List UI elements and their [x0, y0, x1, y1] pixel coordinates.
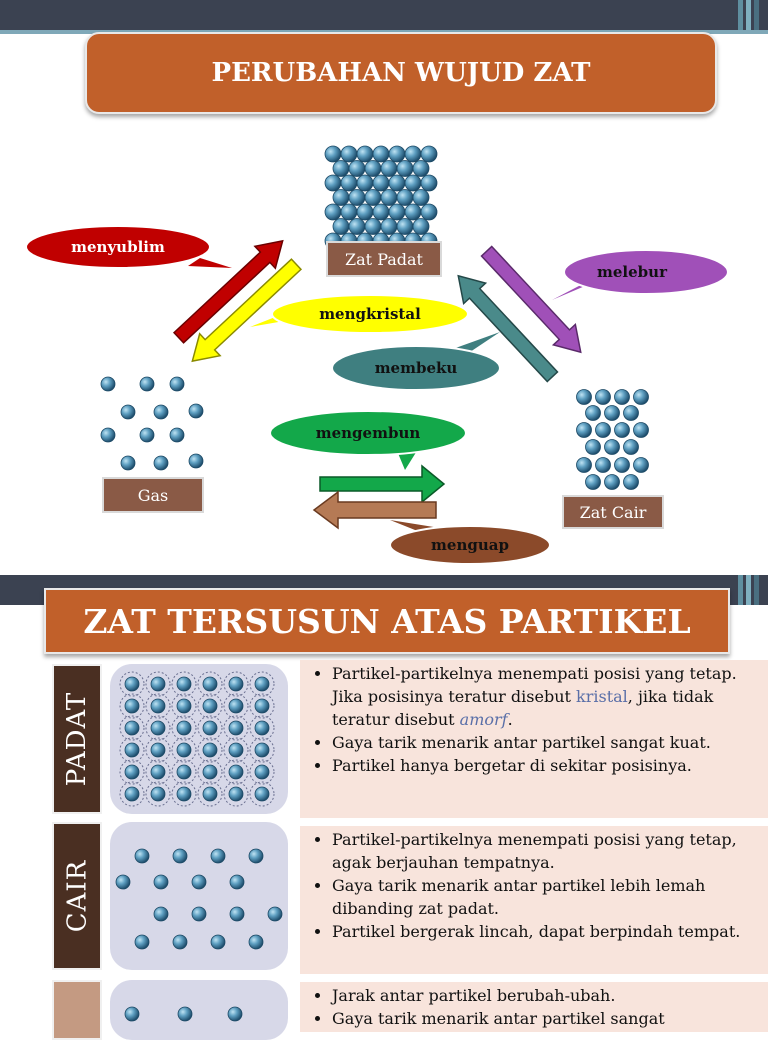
particle	[125, 765, 139, 779]
bullet-cair-3: • Partikel bergerak lincah, dapat berpindah tempat.	[332, 920, 758, 943]
particle	[151, 721, 165, 735]
particle	[605, 406, 620, 421]
particle	[365, 161, 381, 177]
solid-particle-grid	[110, 664, 288, 814]
row-desc-gas	[300, 982, 768, 1032]
particle	[230, 875, 244, 889]
particle	[413, 219, 429, 235]
slide2-title: ZAT TERSUSUN ATAS PARTIKEL	[44, 588, 730, 654]
page-title: PERUBAHAN WUJUD ZAT	[85, 32, 717, 114]
particle	[577, 458, 592, 473]
particle	[634, 390, 649, 405]
particle	[203, 677, 217, 691]
particle	[255, 743, 269, 757]
particle	[230, 907, 244, 921]
particle	[605, 475, 620, 490]
particle	[341, 146, 357, 162]
particle	[577, 423, 592, 438]
particle	[586, 406, 601, 421]
particle	[125, 677, 139, 691]
bullet-cair-2: • Gaya tarik menarik antar partikel lebih lemah dibanding zat padat.	[332, 874, 758, 920]
particle	[373, 175, 389, 191]
particle	[333, 219, 349, 235]
gas-particles	[101, 377, 203, 470]
gas-particle-grid	[110, 980, 288, 1040]
bullet-text: Partikel-partikelnya menempati posisi yang tetap. Jika posisinya teratur disebut	[332, 664, 737, 706]
state-label-liquid: Zat Cair	[562, 495, 664, 529]
process-label-menguap: menguap	[431, 536, 509, 554]
arrow-menguap	[314, 492, 436, 528]
particle	[596, 390, 611, 405]
arrow-melebur	[476, 241, 592, 362]
particle	[140, 377, 154, 391]
particle	[178, 1007, 192, 1021]
particle	[634, 458, 649, 473]
particle	[177, 787, 191, 801]
particle	[177, 743, 191, 757]
process-label-mengkristal: mengkristal	[319, 305, 421, 323]
row-desc-padat	[300, 660, 768, 818]
particle	[125, 743, 139, 757]
particle	[624, 406, 639, 421]
particle	[634, 423, 649, 438]
particle	[229, 743, 243, 757]
particle	[624, 475, 639, 490]
particle	[228, 1007, 242, 1021]
bullet-gas-2: • Gaya tarik menarik antar partikel sangat	[332, 1007, 758, 1030]
particle	[373, 146, 389, 162]
row-label-gas	[52, 980, 102, 1040]
particle	[357, 146, 373, 162]
particle	[325, 146, 341, 162]
particle	[177, 677, 191, 691]
particle	[140, 428, 154, 442]
particle	[173, 935, 187, 949]
particle	[249, 935, 263, 949]
particle	[151, 699, 165, 713]
process-label-mengembun: mengembun	[315, 424, 421, 442]
particle	[203, 787, 217, 801]
liquid-particle-grid	[110, 822, 288, 970]
particle	[125, 1007, 139, 1021]
particle	[333, 161, 349, 177]
particle	[421, 175, 437, 191]
particle	[170, 428, 184, 442]
gas-particle-box	[110, 980, 288, 1040]
particle	[381, 161, 397, 177]
particle	[357, 175, 373, 191]
particle	[189, 404, 203, 418]
particle	[421, 204, 437, 220]
row-label-padat	[52, 664, 102, 814]
particle	[189, 454, 203, 468]
state-label-gas: Gas	[102, 477, 204, 513]
term-amorf: amorf	[459, 710, 508, 729]
bullet-cair-1: • Partikel-partikelnya menempati posisi yang tetap, agak berjauhan tempatnya.	[332, 828, 758, 874]
particle	[154, 405, 168, 419]
particle	[349, 190, 365, 206]
particle	[615, 458, 630, 473]
particle	[229, 677, 243, 691]
particle	[154, 875, 168, 889]
particle	[397, 161, 413, 177]
particle	[255, 765, 269, 779]
particle	[397, 219, 413, 235]
row-label-cair	[52, 822, 102, 970]
particle	[151, 765, 165, 779]
particle	[349, 161, 365, 177]
state-label-solid: Zat Padat	[326, 241, 442, 277]
particle	[203, 721, 217, 735]
particle	[596, 423, 611, 438]
particle	[151, 743, 165, 757]
particle	[381, 190, 397, 206]
particle	[173, 849, 187, 863]
particle	[325, 204, 341, 220]
particle	[177, 721, 191, 735]
particle	[605, 440, 620, 455]
row-label-text: CAIR	[62, 859, 92, 933]
particle	[405, 175, 421, 191]
particle	[154, 456, 168, 470]
row-desc-cair	[300, 826, 768, 974]
particle	[177, 699, 191, 713]
particle	[341, 204, 357, 220]
particle	[268, 907, 282, 921]
particle	[333, 190, 349, 206]
particle	[357, 204, 373, 220]
particle	[249, 849, 263, 863]
particle	[211, 935, 225, 949]
particle	[151, 677, 165, 691]
particle	[389, 204, 405, 220]
particle	[624, 440, 639, 455]
process-label-menyublim: menyublim	[71, 238, 165, 256]
particle	[255, 787, 269, 801]
particle	[192, 875, 206, 889]
liquid-particle-box	[110, 822, 288, 970]
particle	[229, 721, 243, 735]
particle	[413, 190, 429, 206]
process-label-melebur: melebur	[597, 263, 667, 281]
bullet-padat-1	[332, 662, 758, 731]
particle	[405, 204, 421, 220]
particle	[135, 849, 149, 863]
particle	[121, 405, 135, 419]
particle	[203, 743, 217, 757]
process-label-membeku: membeku	[374, 359, 458, 377]
particle	[255, 699, 269, 713]
particle	[125, 787, 139, 801]
bullet-text: .	[507, 710, 513, 729]
particle	[177, 765, 191, 779]
particle	[596, 458, 611, 473]
bullet-padat-2: • Gaya tarik menarik antar partikel sangat kuat.	[332, 731, 758, 754]
particle	[373, 204, 389, 220]
solid-particles	[325, 146, 437, 249]
particle	[341, 175, 357, 191]
particle	[405, 146, 421, 162]
particle	[154, 907, 168, 921]
liquid-particles	[577, 390, 649, 490]
particle	[125, 699, 139, 713]
particle	[586, 440, 601, 455]
particle	[116, 875, 130, 889]
bullet-text: , jika tidak teratur disebut	[332, 687, 714, 729]
bullet-padat-3: • Partikel hanya bergetar di sekitar posisinya.	[332, 754, 758, 777]
particle	[397, 190, 413, 206]
particle	[421, 146, 437, 162]
particle	[229, 787, 243, 801]
particle	[615, 423, 630, 438]
row-label-text: PADAT	[62, 691, 92, 787]
particle	[203, 699, 217, 713]
particle	[365, 219, 381, 235]
particle	[101, 428, 115, 442]
particle	[135, 935, 149, 949]
particle	[365, 190, 381, 206]
particle	[349, 219, 365, 235]
particle	[389, 146, 405, 162]
particle	[325, 175, 341, 191]
particle	[255, 677, 269, 691]
bullet-gas-1: • Jarak antar partikel berubah-ubah.	[332, 984, 758, 1007]
particle	[125, 721, 139, 735]
particle	[577, 390, 592, 405]
particle	[229, 699, 243, 713]
particle	[229, 765, 243, 779]
particle	[615, 390, 630, 405]
solid-particle-box	[110, 664, 288, 814]
particle	[381, 219, 397, 235]
particle	[586, 475, 601, 490]
particle	[413, 161, 429, 177]
particle	[203, 765, 217, 779]
particle	[255, 721, 269, 735]
particle	[389, 175, 405, 191]
particle	[121, 456, 135, 470]
particle	[192, 907, 206, 921]
particle	[170, 377, 184, 391]
term-kristal: kristal	[576, 687, 628, 706]
particle	[211, 849, 225, 863]
particle	[101, 377, 115, 391]
particle	[151, 787, 165, 801]
